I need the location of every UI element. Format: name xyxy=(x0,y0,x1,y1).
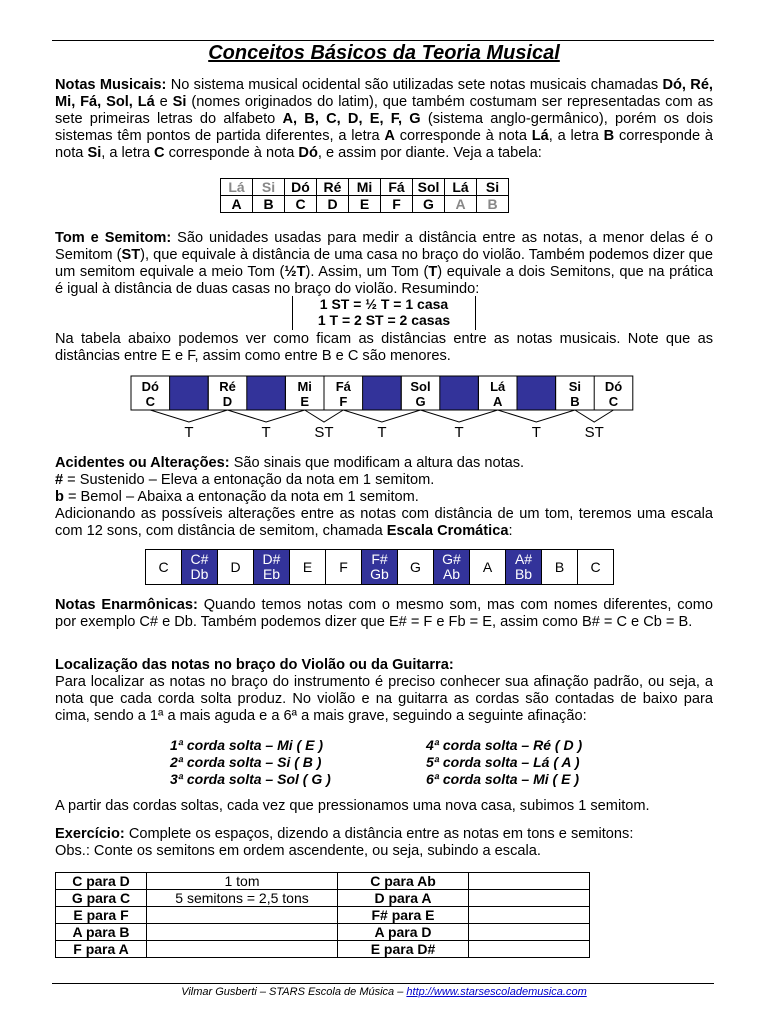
local-block xyxy=(55,657,713,725)
notes-table xyxy=(220,178,509,213)
diagram-accidental-cell xyxy=(247,376,286,410)
exercise-question: E para F xyxy=(56,907,147,924)
acidentes-heading: Acidentes ou Alterações: xyxy=(55,455,230,471)
table-cell: F xyxy=(381,196,413,213)
notes-row-letters xyxy=(221,196,509,213)
diagram-note-name: Ré xyxy=(219,379,236,394)
string-item: 4ª corda solta – Ré ( D ) xyxy=(426,737,583,753)
diagram-note-letter: B xyxy=(570,394,580,409)
summary-line-2: 1 T = 2 ST = 2 casas xyxy=(317,312,451,328)
diagram-note-letter: A xyxy=(493,394,503,409)
interval-label: ST xyxy=(584,424,604,441)
table-row xyxy=(56,924,590,941)
table-cell: B xyxy=(253,196,285,213)
exercise-answer[interactable]: 5 semitons = 2,5 tons xyxy=(147,890,338,907)
semitone-paragraph: A partir das cordas soltas, cada vez que pressionamos uma nova casa, subimos 1 semitom. xyxy=(55,798,650,814)
interval-bracket xyxy=(343,410,420,422)
chromatic-cell: C xyxy=(578,550,614,585)
interval-bracket xyxy=(150,410,227,422)
chromatic-cell: C xyxy=(146,550,182,585)
exercise-question: D para A xyxy=(338,890,469,907)
exercise-answer[interactable] xyxy=(469,890,590,907)
exercise-block: Exercício: Complete os espaços, dizendo a distância entre as notas em tons e semitons: Obs.: Conte os semitons em ordem ascendente, ou seja, subindo a escala. xyxy=(55,826,713,860)
footer-credit: Vilmar Gusberti – STARS Escola de Música – xyxy=(181,986,407,998)
table-row xyxy=(56,941,590,958)
table-cell: Sol xyxy=(413,179,445,196)
interval-bracket xyxy=(575,410,614,422)
exercise-answer[interactable]: 1 tom xyxy=(147,873,338,890)
interval-label: ST xyxy=(314,424,334,441)
interval-label: T xyxy=(261,424,271,441)
flat-symbol: b xyxy=(55,489,64,505)
exercise-question: F para A xyxy=(56,941,147,958)
table-row xyxy=(56,890,590,907)
exercise-question: A para B xyxy=(56,924,147,941)
table-cell: A xyxy=(221,196,253,213)
exercise-answer[interactable] xyxy=(469,924,590,941)
exercise-answer[interactable] xyxy=(469,941,590,958)
diagram-note-letter: G xyxy=(415,394,426,409)
chromatic-cell: B xyxy=(542,550,578,585)
chromatic-cell: A xyxy=(470,550,506,585)
local-heading: Localização das notas no braço do Violão ou da Guitarra: xyxy=(55,657,454,673)
bottom-rule xyxy=(52,983,714,984)
string-item: 5ª corda solta – Lá ( A ) xyxy=(426,754,580,770)
table-cell: Ré xyxy=(317,179,349,196)
footer xyxy=(0,986,768,998)
diagram-accidental-cell xyxy=(363,376,402,410)
interval-label: T xyxy=(377,424,387,441)
diagram-accidental-cell xyxy=(440,376,479,410)
exercise-heading: Exercício: xyxy=(55,826,125,842)
summary-box xyxy=(292,296,476,330)
interval-bracket xyxy=(305,410,344,422)
interval-label: T xyxy=(531,424,541,441)
diagram-note-name: Fá xyxy=(335,379,351,394)
diagram-note-name: Dó xyxy=(141,379,159,394)
notas-paragraph: Notas Musicais: No sistema musical ocidental são utilizadas sete notas musicais chamadas Dó, Ré, Mi, Fá, Sol, Lá e Si (nomes originados do latim), que também costumam ser representadas com as sete primeiras letras do alfabeto A, B, C, D, E, F, G (sistema anglo-germânico), porém os dois sistemas têm pontos de partida diferentes, a letra A corresponde à nota Lá, a letra B corresponde à nota Si, a letra C corresponde à nota Dó, e assim por diante. Veja a tabela: xyxy=(55,77,713,161)
exercise-question: E para D# xyxy=(338,941,469,958)
table-cell: Mi xyxy=(349,179,381,196)
chromatic-cell: G# Ab xyxy=(434,550,470,585)
table-row xyxy=(56,873,590,890)
interval-label: T xyxy=(184,424,194,441)
exercise-table xyxy=(55,872,590,958)
sharp-symbol: # xyxy=(55,472,64,488)
interval-diagram xyxy=(0,372,768,452)
exercise-answer[interactable] xyxy=(147,924,338,941)
exercise-answer[interactable] xyxy=(469,873,590,890)
page-title: Conceitos Básicos da Teoria Musical xyxy=(208,42,560,64)
diagram-note-name: Sol xyxy=(410,379,431,394)
notes-row-latin xyxy=(221,179,509,196)
table-cell: A xyxy=(445,196,477,213)
diagram-note-name: Mi xyxy=(297,379,312,394)
chromatic-scale-table xyxy=(145,549,614,585)
exercise-question: F# para E xyxy=(338,907,469,924)
footer-link[interactable]: http://www.starsescolademusica.com xyxy=(406,986,587,998)
exercise-answer[interactable] xyxy=(147,907,338,924)
table-cell: E xyxy=(349,196,381,213)
diagram-note-letter: C xyxy=(145,394,155,409)
exercise-question: C para D xyxy=(56,873,147,890)
diagram-note-letter: F xyxy=(339,394,348,409)
string-item: 3ª corda solta – Sol ( G ) xyxy=(170,771,331,787)
chromatic-row xyxy=(146,550,614,585)
table-cell: Lá xyxy=(221,179,253,196)
string-item: 2ª corda solta – Si ( B ) xyxy=(170,754,322,770)
diagram-accidental-cell xyxy=(170,376,209,410)
diagram-accidental-cell xyxy=(517,376,556,410)
interval-bracket xyxy=(228,410,305,422)
chromatic-cell: D xyxy=(218,550,254,585)
exercise-obs: Obs.: Conte os semitons em ordem ascendente, ou seja, subindo a escala. xyxy=(55,843,541,859)
distance-paragraph: Na tabela abaixo podemos ver como ficam as distâncias entre as notas musicais. Note que as distâncias entre E e F, assim como entre B e C são menores. xyxy=(55,331,713,364)
notas-heading: Notas Musicais: xyxy=(55,77,167,93)
table-cell: C xyxy=(285,196,317,213)
interval-bracket xyxy=(421,410,498,422)
chromatic-cell: F# Gb xyxy=(362,550,398,585)
diagram-note-name: Dó xyxy=(604,379,623,394)
enarm-heading: Notas Enarmônicas: xyxy=(55,597,198,613)
chromatic-cell: A# Bb xyxy=(506,550,542,585)
chromatic-cell: C# Db xyxy=(182,550,218,585)
summary-line-1: 1 ST = ½ T = 1 casa xyxy=(319,296,449,312)
chromatic-cell: G xyxy=(398,550,434,585)
diagram-note-name: Si xyxy=(568,379,582,394)
chromatic-cell: F xyxy=(326,550,362,585)
exercise-question: A para D xyxy=(338,924,469,941)
exercise-question: C para Ab xyxy=(338,873,469,890)
exercise-question: G para C xyxy=(56,890,147,907)
diagram-note-letter: D xyxy=(222,394,233,409)
tom-paragraph: Tom e Semitom: São unidades usadas para medir a distância entre as notas, a menor delas é o Semitom (ST), que equivale à distância de uma casa no braço do violão. Também podemos dizer que um semitom equivale a meio Tom (½T). Assim, um Tom (T) equivale a dois Semitons, que na prática é igual à distância de duas casas no braço do violão. Resumindo: xyxy=(55,230,713,297)
interval-bracket xyxy=(498,410,575,422)
table-cell: B xyxy=(477,196,509,213)
exercise-answer[interactable] xyxy=(469,907,590,924)
interval-label: T xyxy=(454,424,464,441)
diagram-note-name: Lá xyxy=(490,379,506,394)
top-rule xyxy=(52,40,714,41)
table-row xyxy=(56,907,590,924)
local-text: Para localizar as notas no braço do instrumento é preciso conhecer sua afinação padrão, ou seja, a nota que cada corda solta produz. No violão e na guitarra as cordas são contadas de baixo para cima, sendo a 1ª a mais aguda e a 6ª a mais grave, seguindo a seguinte afinação: xyxy=(55,674,713,724)
table-cell: Si xyxy=(477,179,509,196)
acidentes-block: Acidentes ou Alterações: São sinais que modificam a altura das notas. # = Sustenido – Eleva a entonação da nota em 1 semitom. b = Bemol – Abaixa a entonação da nota em 1 semitom. Adicionando as possíveis alterações entre as notas com distância de um tom, teremos uma escala com 12 sons, com distância de semitom, chamada Escala Cromática: xyxy=(55,455,713,539)
tom-heading: Tom e Semitom: xyxy=(55,230,172,246)
string-item: 6ª corda solta – Mi ( E ) xyxy=(426,771,579,787)
table-cell: Lá xyxy=(445,179,477,196)
chromatic-cell: E xyxy=(290,550,326,585)
table-cell: D xyxy=(317,196,349,213)
diagram-note-letter: C xyxy=(608,394,619,409)
string-item: 1ª corda solta – Mi ( E ) xyxy=(170,737,323,753)
chromatic-cell: D# Eb xyxy=(254,550,290,585)
enarm-paragraph: Notas Enarmônicas: Quando temos notas com o mesmo som, mas com nomes diferentes, como por exemplo C# e Db. Também podemos dizer que E# = F e Fb = E, assim como B# = C e Cb = B. xyxy=(55,597,713,630)
diagram-note-letter: E xyxy=(300,394,310,409)
table-cell: Dó xyxy=(285,179,317,196)
table-cell: G xyxy=(413,196,445,213)
table-cell: Fá xyxy=(381,179,413,196)
table-cell: Si xyxy=(253,179,285,196)
exercise-answer[interactable] xyxy=(147,941,338,958)
